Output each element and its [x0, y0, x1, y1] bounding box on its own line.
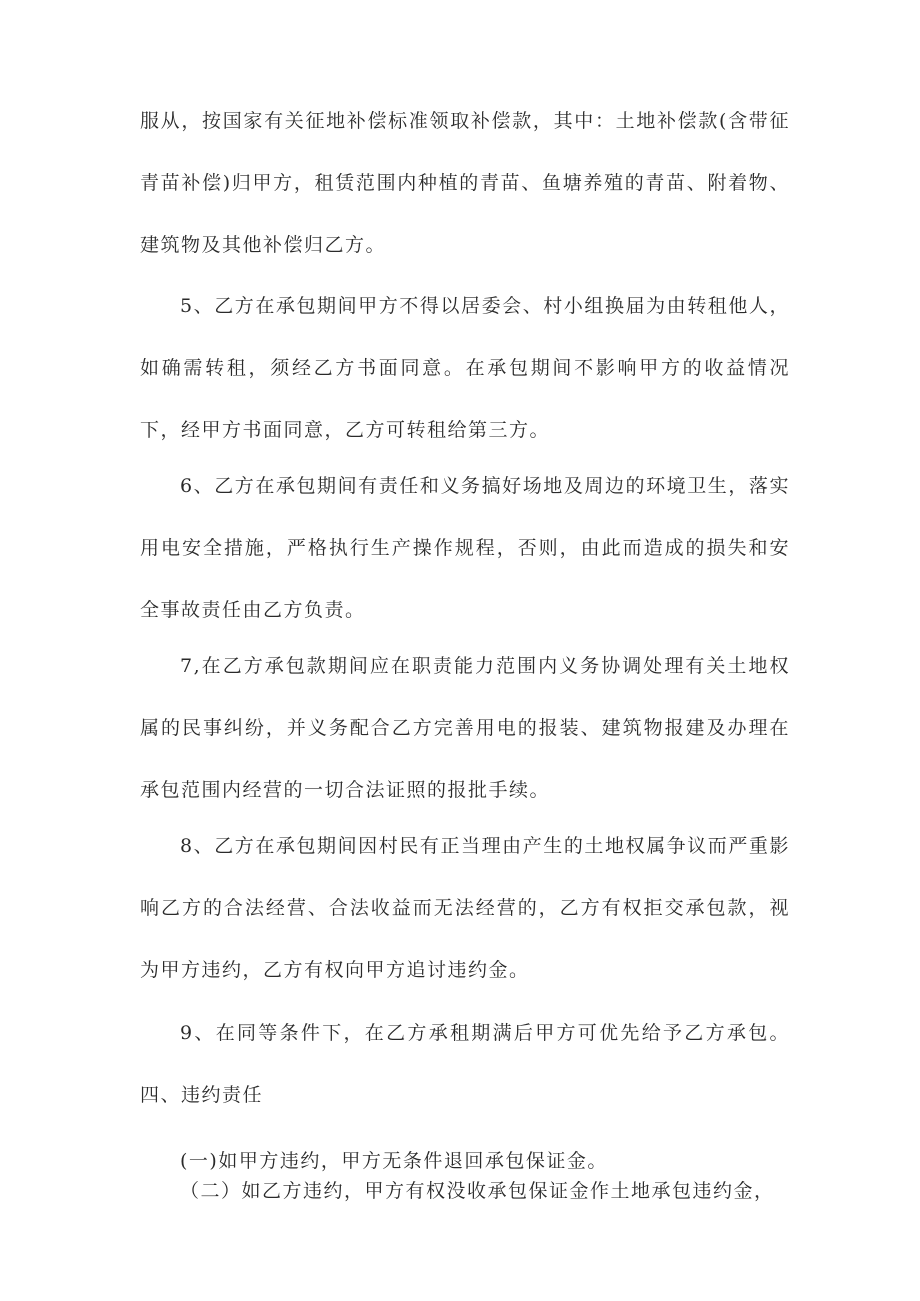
- paragraph-clause-5: 5、乙方在承包期间甲方不得以居委会、村小组换届为由转租他人，如确需转租，须经乙方书面同意。在承包期间不影响甲方的收益情况下，经甲方书面同意，乙方可转租给第三方。: [140, 295, 790, 441]
- paragraph-compensation: 服从，按国家有关征地补偿标准领取补偿款，其中：土地补偿款(含带征青苗补偿)归甲方，租赁范围内种植的青苗、鱼塘养殖的青苗、附着物、建筑物及其他补偿归乙方。: [140, 110, 790, 256]
- paragraph-clause-9: 9、在同等条件下，在乙方承租期满后甲方可优先给予乙方承包。四、违约责任: [140, 1022, 790, 1106]
- paragraph-clause-8: 8、乙方在承包期间因村民有正当理由产生的土地权属争议而严重影响乙方的合法经营、合法收益而无法经营的，乙方有权拒交承包款，视为甲方违约，乙方有权向甲方追讨违约金。: [140, 835, 790, 981]
- paragraph-clause-7: 7,在乙方承包款期间应在职责能力范围内义务协调处理有关土地权属的民事纠纷，并义务配合乙方完善用电的报装、建筑物报建及办理在承包范围内经营的一切合法证照的报批手续。: [140, 655, 790, 801]
- list-item-party-b-breach: （二）如乙方违约，甲方有权没收承包保证金作土地承包违约金，: [180, 1180, 775, 1202]
- paragraph-clause-6: 6、乙方在承包期间有责任和义务搞好场地及周边的环境卫生，落实用电安全措施，严格执行生产操作规程，否则，由此而造成的损失和安全事故责任由乙方负责。: [140, 475, 790, 621]
- list-item-party-a-breach: (一)如甲方违约，甲方无条件退回承包保证金。: [180, 1150, 608, 1172]
